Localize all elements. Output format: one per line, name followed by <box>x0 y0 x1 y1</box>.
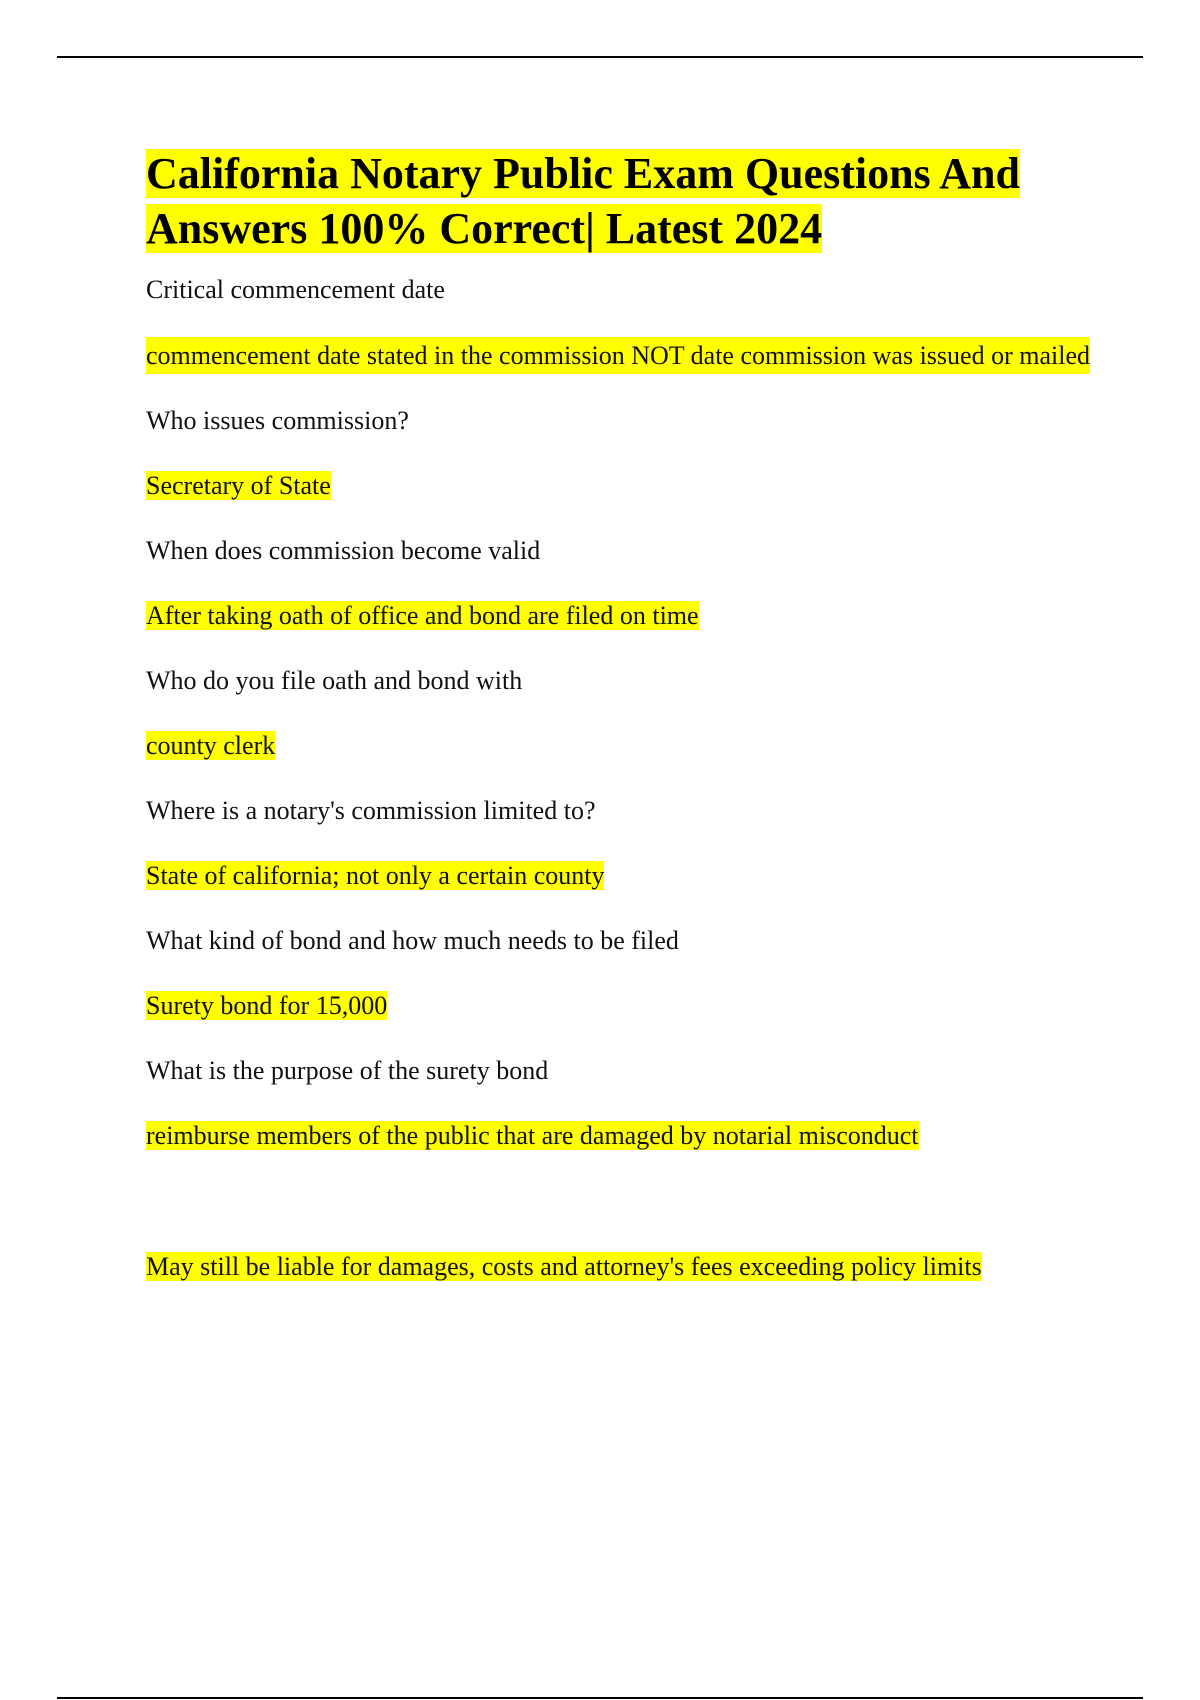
answer-7: reimburse members of the public that are damaged by notarial misconduct <box>146 1121 919 1150</box>
answer-text <box>146 1117 1096 1155</box>
answer-3: After taking oath of office and bond are filed on time <box>146 601 699 630</box>
answer-1: commencement date stated in the commission NOT date commission was issued or mailed <box>146 337 1090 374</box>
question-5: Where is a notary's commission limited to? <box>146 796 596 825</box>
question-text <box>146 792 1096 830</box>
question-2: Who issues commission? <box>146 406 409 435</box>
footer-rule <box>57 1697 1143 1699</box>
document-title-text: California Notary Public Exam Questions And Answers 100% Correct| Latest 2024 <box>146 149 1020 253</box>
answer-text <box>146 987 1096 1025</box>
answer-2: Secretary of State <box>146 471 331 500</box>
question-text <box>146 532 1096 570</box>
question-4: Who do you file oath and bond with <box>146 666 523 695</box>
question-text <box>146 662 1096 700</box>
extra-note <box>146 1248 1096 1286</box>
question-7: What is the purpose of the surety bond <box>146 1056 549 1085</box>
answer-6: Surety bond for 15,000 <box>146 991 388 1020</box>
answer-text <box>146 597 1096 635</box>
document-body <box>146 146 1096 1313</box>
question-text <box>146 402 1096 440</box>
question-6: What kind of bond and how much needs to be filed <box>146 926 679 955</box>
answer-4: county clerk <box>146 731 276 760</box>
header-rule <box>57 56 1143 58</box>
question-text <box>146 922 1096 960</box>
question-1: Critical commencement date <box>146 275 445 304</box>
extra-note-text: May still be liable for damages, costs and attorney's fees exceeding policy limits <box>146 1252 982 1281</box>
spacer <box>146 1182 1096 1248</box>
qa-list <box>146 271 1096 1286</box>
answer-5: State of california; not only a certain county <box>146 861 605 890</box>
question-text <box>146 271 1096 309</box>
answer-text <box>146 467 1096 505</box>
question-3: When does commission become valid <box>146 536 541 565</box>
answer-text <box>146 323 1096 388</box>
question-text <box>146 1052 1096 1090</box>
answer-text <box>146 727 1096 765</box>
document-title <box>146 146 1096 256</box>
answer-text <box>146 857 1096 895</box>
